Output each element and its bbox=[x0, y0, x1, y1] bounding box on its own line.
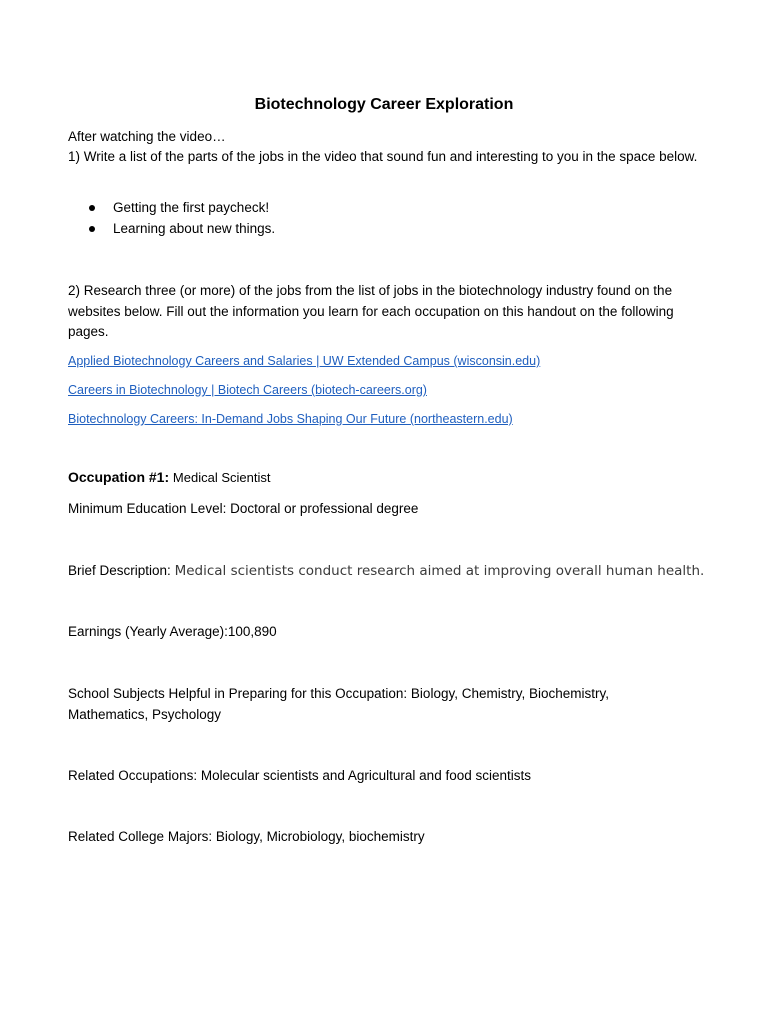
bullet-text: Getting the first paycheck! bbox=[113, 200, 270, 215]
intro-text: After watching the video… bbox=[68, 129, 226, 144]
earnings-field: Earnings (Yearly Average):100,890 bbox=[68, 624, 277, 639]
description-label: Brief Description: bbox=[68, 563, 171, 578]
related-occupations-field: Related Occupations: Molecular scientists and Agricultural and food scientists bbox=[68, 768, 531, 783]
document-title: Biotechnology Career Exploration bbox=[254, 96, 514, 113]
question-1-text: 1) Write a list of the parts of the jobs in the video that sound fun and interesting to you in the space below. bbox=[68, 149, 698, 164]
list-item bbox=[68, 198, 700, 219]
interest-bullet-list bbox=[68, 198, 700, 239]
question-2-text: 2) Research three (or more) of the jobs from the list of jobs in the biotechnology industry found on the websites below. Fill out the information you learn for each occupation on this handout on the following pages. bbox=[68, 283, 674, 339]
related-majors-field: Related College Majors: Biology, Microbiology, biochemistry bbox=[68, 829, 425, 844]
link-biotech-careers[interactable]: Careers in Biotechnology | Biotech Careers (biotech-careers.org) bbox=[68, 383, 427, 397]
description-field bbox=[68, 561, 708, 582]
education-field: Minimum Education Level: Doctoral or professional degree bbox=[68, 501, 419, 516]
list-item bbox=[68, 219, 700, 240]
bullet-icon bbox=[89, 226, 95, 232]
link-wisconsin[interactable]: Applied Biotechnology Careers and Salaries | UW Extended Campus (wisconsin.edu) bbox=[68, 354, 541, 368]
bullet-icon bbox=[89, 205, 95, 211]
occupation-heading bbox=[68, 467, 708, 489]
subjects-field: School Subjects Helpful in Preparing for this Occupation: Biology, Chemistry, Biochemistry, Mathematics, Psychology bbox=[68, 686, 609, 722]
occupation-label: Occupation #1: bbox=[68, 469, 170, 485]
bullet-text: Learning about new things. bbox=[113, 220, 276, 236]
occupation-value: Medical Scientist bbox=[172, 470, 271, 485]
description-value: Medical scientists conduct research aimed at improving overall human health. bbox=[174, 563, 705, 579]
link-northeastern[interactable]: Biotechnology Careers: In-Demand Jobs Shaping Our Future (northeastern.edu) bbox=[68, 412, 513, 426]
